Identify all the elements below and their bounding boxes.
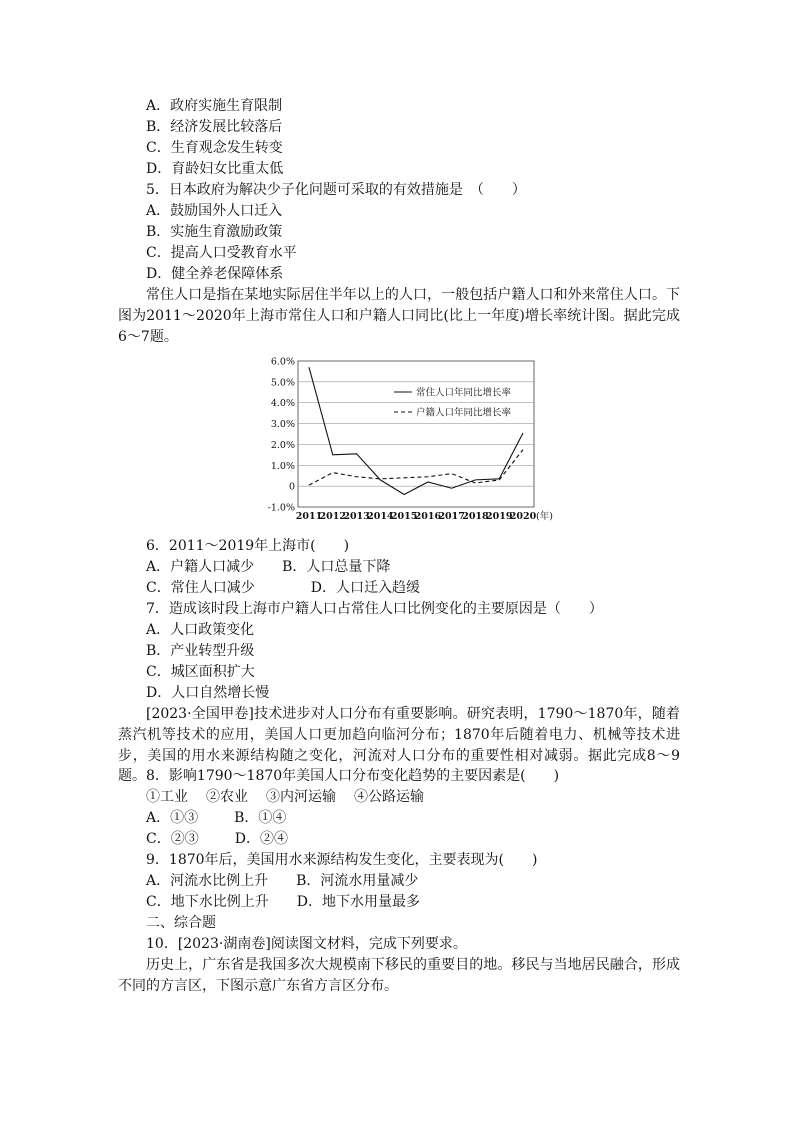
q8-items xyxy=(146,787,424,807)
x-tick-label: 2016 xyxy=(414,511,442,521)
resident-population-line xyxy=(309,367,523,494)
y-tick-label: 2.0% xyxy=(270,439,295,451)
q7-option-d: D．人口自然增长慢 xyxy=(146,685,270,701)
q6-stem: 6．2011～2019年上海市( ) xyxy=(146,538,350,554)
q4-option-b: B．经济发展比较落后 xyxy=(146,119,283,135)
y-tick-label: 0 xyxy=(288,481,295,493)
x-tick-label: 2018 xyxy=(462,511,489,521)
q8-item-3: ③内河运输 xyxy=(266,789,336,805)
x-tick-label: 2019 xyxy=(485,511,513,521)
q6-options-row-1 xyxy=(146,557,390,577)
legend-label: 户籍人口年同比增长率 xyxy=(416,407,512,419)
q8-stem: 8．影响1790～1870年美国人口分布变化趋势的主要因素是( ) xyxy=(146,768,560,784)
q4-option-c: C．生育观念发生转变 xyxy=(146,140,283,156)
q8-option-a: A．①③ xyxy=(146,810,199,826)
q5-stem: 5．日本政府为解决少子化问题可采取的有效措施是 （ ） xyxy=(146,182,526,198)
q9-stem: 9．1870年后，美国用水来源结构发生变化，主要表现为( ) xyxy=(146,852,538,868)
q9-options-row-2 xyxy=(146,892,420,912)
q8-item-4: ④公路运输 xyxy=(354,789,424,805)
passage-guangdong-dialects: 历史上，广东省是我国多次大规模南下移民的重要目的地。移民与当地居民融合，形成不同的方言区，下图示意广东省方言区分布。 xyxy=(118,957,680,994)
q6-options-row-2 xyxy=(146,578,420,598)
q8-options-row-1 xyxy=(146,808,286,828)
q8-option-b: B．①④ xyxy=(234,810,287,826)
q6-option-d: D．人口迁入趋缓 xyxy=(310,580,420,596)
x-tick-label: 2011 xyxy=(295,511,323,521)
q6-option-c: C．常住人口减少 xyxy=(146,580,255,596)
q8-options-row-2 xyxy=(146,829,288,849)
q6-option-b: B．人口总量下降 xyxy=(282,559,391,575)
q7-stem: 7．造成该时段上海市户籍人口占常住人口比例变化的主要原因是（ ） xyxy=(146,601,603,617)
passage-us-population: [2023·全国甲卷]技术进步对人口分布有重要影响。研究表明，1790～1870年，随着蒸汽机等技术的应用，美国人口更加趋向临河分布；1870年后随着电力、机械等技术进步，美国的用水来源结构随之变化，河流对人口分布的重要性相对减弱。据此完成8～9题。 xyxy=(118,706,680,785)
x-tick-label: 2014 xyxy=(367,511,394,521)
x-axis-unit: (年) xyxy=(536,511,553,521)
q5-option-a: A．鼓励国外人口迁入 xyxy=(146,203,283,219)
q8-option-c: C．②③ xyxy=(146,831,199,847)
y-tick-label: 4.0% xyxy=(270,398,295,410)
q4-option-a: A．政府实施生育限制 xyxy=(146,98,283,114)
passage-shanghai-population: 常住人口是指在某地实际居住半年以上的人口，一般包括户籍人口和外来常住人口。下图为2011～2020年上海市常住人口和户籍人口同比(比上一年度)增长率统计图。据此完成6～7题。 xyxy=(118,287,680,345)
q7-option-c: C．城区面积扩大 xyxy=(146,664,255,680)
q5-option-c: C．提高人口受教育水平 xyxy=(146,245,297,261)
y-tick-label: 1.0% xyxy=(270,460,295,472)
q7-option-b: B．产业转型升级 xyxy=(146,643,255,659)
y-tick-label: 3.0% xyxy=(270,419,295,431)
x-tick-label: 2017 xyxy=(438,511,465,521)
plot-frame xyxy=(298,361,534,507)
q9-option-d: D．地下水用量最多 xyxy=(296,894,420,910)
population-growth-line-chart xyxy=(264,355,564,521)
legend-label: 常住人口年同比增长率 xyxy=(416,387,512,399)
x-tick-label: 2012 xyxy=(319,511,347,521)
x-tick-label: 2013 xyxy=(343,511,370,521)
x-tick-label: 2020 xyxy=(509,511,537,521)
q9-option-a: A．河流水比例上升 xyxy=(146,873,269,889)
q10-stem: 10．[2023·湖南卷]阅读图文材料，完成下列要求。 xyxy=(146,936,467,952)
q7-option-a: A．人口政策变化 xyxy=(146,622,255,638)
x-tick-label: 2015 xyxy=(390,511,418,521)
q4-option-d: D．育龄妇女比重太低 xyxy=(146,161,284,177)
section-heading-comprehensive: 二、综合题 xyxy=(146,915,216,931)
q5-option-d: D．健全养老保障体系 xyxy=(146,266,284,282)
y-tick-label: 6.0% xyxy=(270,356,295,368)
q8-item-1: ①工业 xyxy=(146,789,188,805)
q9-option-b: B．河流水用量减少 xyxy=(296,873,419,889)
q8-item-2: ②农业 xyxy=(206,789,248,805)
y-tick-label: -1.0% xyxy=(267,502,295,514)
y-tick-label: 5.0% xyxy=(270,377,295,389)
q8-option-d: D．②④ xyxy=(234,831,288,847)
q9-option-c: C．地下水比例上升 xyxy=(146,894,269,910)
q6-option-a: A．户籍人口减少 xyxy=(146,559,255,575)
q9-options-row-1 xyxy=(146,871,418,891)
q5-option-b: B．实施生育激励政策 xyxy=(146,224,283,240)
